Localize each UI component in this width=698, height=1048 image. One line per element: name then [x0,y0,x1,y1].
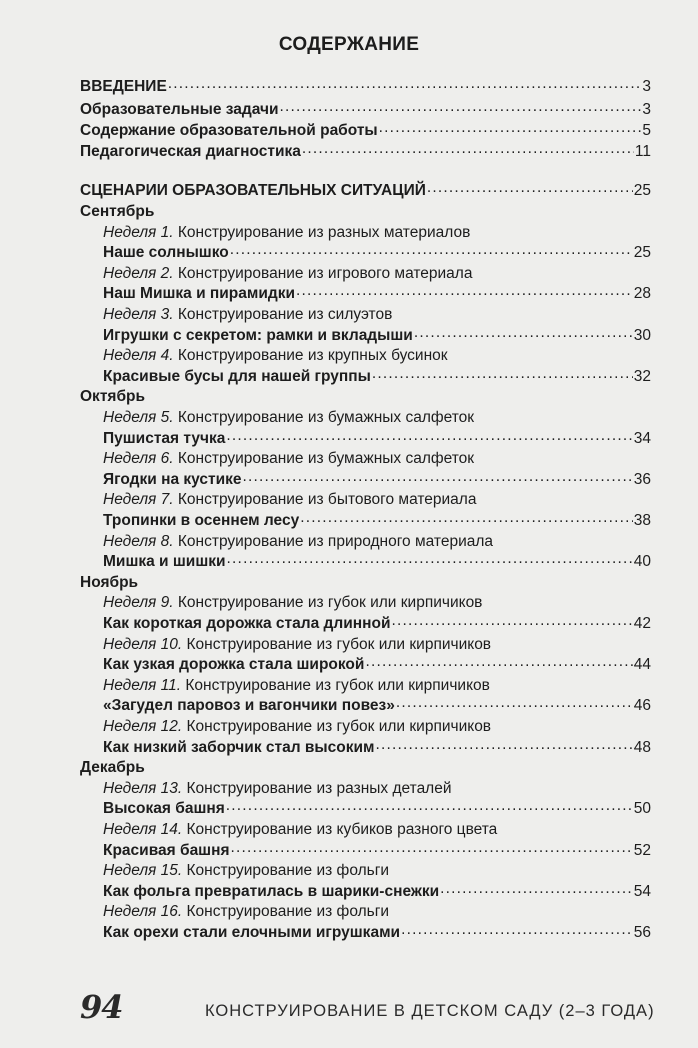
week-label: Неделя 13. [103,779,183,797]
week-subtitle [103,676,490,696]
week-label: Неделя 9. [103,594,174,612]
dot-leader [300,511,633,525]
week-subtitle [103,635,491,655]
week-subtitle [103,264,472,284]
week-label: Неделя 14. [103,821,183,838]
entry-page-number: 42 [633,615,651,632]
entry-page-number: 3 [642,101,651,118]
week-description: Конструирование из фольги [182,903,390,921]
toc-entry-week[interactable] [103,367,651,387]
week-label: Неделя 10. [103,635,183,653]
week-subtitle [103,346,448,366]
week-subtitle [103,779,452,799]
entry-page-number: 38 [633,512,651,529]
toc-entry-week[interactable] [103,243,651,263]
dot-leader [440,882,633,896]
dot-leader [226,799,633,813]
entry-page-number: 11 [634,143,651,160]
toc-entry-week[interactable] [103,511,651,531]
entry-page-number: 32 [633,367,651,385]
dot-leader [302,142,634,156]
entry-page-number: 56 [633,924,651,941]
dot-leader [391,614,632,628]
week-label: Неделя 8. [103,532,174,550]
month-heading: Ноябрь [80,573,139,591]
entry-title: «Загудел паровоз и вагончики повез» [103,697,395,715]
week-label: Неделя 4. [103,347,174,365]
entry-title: Высокая башня [103,800,225,818]
toc-entry-week[interactable] [103,552,651,572]
dot-leader [231,841,633,855]
week-label: Неделя 3. [103,306,174,323]
entry-title: Игрушки с секретом: рамки и вкладыши [103,326,413,344]
entry-title: Содержание образовательной работы [80,122,378,139]
week-subtitle [103,861,389,881]
toc-entry-week[interactable] [103,841,651,861]
toc-entry-week[interactable] [103,799,651,819]
week-label: Неделя 2. [103,264,174,282]
entry-title: Как низкий заборчик стал высоким [103,738,375,756]
entry-title: Красивые бусы для нашей группы [103,367,371,385]
week-subtitle [103,449,474,469]
dot-leader [230,243,633,257]
week-subtitle [103,532,493,552]
week-subtitle [103,223,470,243]
toc-entry-week[interactable] [103,882,651,902]
entry-title: Образовательные задачи [80,101,279,118]
toc-entry-week[interactable] [103,429,651,449]
dot-leader [427,181,633,195]
week-label: Неделя 7. [103,491,174,509]
toc-entry-week[interactable] [103,470,651,490]
week-subtitle [103,408,474,428]
entry-page-number: 25 [633,244,651,262]
week-label: Неделя 11. [103,676,182,694]
week-label: Неделя 16. [103,903,183,921]
week-description: Конструирование из разных деталей [182,779,452,797]
dot-leader [375,738,632,752]
month-heading: Декабрь [80,759,145,777]
entry-title: Ягодки на кустике [103,470,242,488]
running-footer-title: КОНСТРУИРОВАНИЕ В ДЕТСКОМ САДУ (2–3 ГОДА) [205,1002,655,1020]
month-heading: Сентябрь [80,203,155,220]
toc-entry-intro[interactable] [80,121,651,141]
dot-leader [372,367,633,381]
entry-title: ВВЕДЕНИЕ [80,78,167,95]
entry-title: Как узкая дорожка стала широкой [103,656,365,674]
entry-page-number: 3 [642,78,651,95]
week-description: Конструирование из разных материалов [173,223,471,241]
week-description: Конструирование из губок или кирпичиков [173,594,483,612]
entry-title: Как орехи стали елочными игрушками [103,924,401,941]
dot-leader [296,284,633,298]
entry-page-number: 34 [633,429,651,447]
week-description: Конструирование из губок или кирпичиков [181,676,490,694]
entry-title: Педагогическая диагностика [80,143,301,160]
toc-entry-intro[interactable] [80,77,651,97]
entry-page-number: 25 [633,182,651,199]
entry-title: Как фольга превратилась в шарики-снежки [103,882,440,900]
dot-leader [243,470,633,484]
entry-page-number: 52 [633,841,651,859]
week-description: Конструирование из крупных бусинок [173,347,448,365]
entry-page-number: 5 [642,122,651,139]
entry-page-number: 54 [633,882,651,900]
dot-leader [401,923,633,937]
week-subtitle [103,593,482,613]
toc-entry-week[interactable] [103,738,651,758]
entry-page-number: 48 [633,738,651,756]
week-subtitle [103,717,491,737]
entry-title: Как короткая дорожка стала длинной [103,615,391,632]
toc-entry-week[interactable] [103,326,651,346]
entry-title: Наш Мишка и пирамидки [103,285,296,303]
dot-leader [279,100,641,114]
week-label: Неделя 6. [103,450,174,468]
month-heading: Октябрь [80,388,146,406]
toc-entry-intro[interactable] [80,142,651,162]
week-description: Конструирование из бытового материала [173,491,477,509]
toc-entry-week[interactable] [103,655,651,675]
entry-title: Наше солнышко [103,244,229,262]
week-label: Неделя 5. [103,409,174,426]
entry-title: СЦЕНАРИИ ОБРАЗОВАТЕЛЬНЫХ СИТУАЦИЙ [80,182,426,199]
entry-title: Пушистая тучка [103,429,226,447]
entry-page-number: 40 [633,553,651,571]
entry-page-number: 50 [633,800,651,818]
week-description: Конструирование из силуэтов [173,306,393,323]
week-description: Конструирование из игрового материала [173,264,473,282]
week-subtitle [103,305,392,325]
toc-entry-intro[interactable] [80,100,651,120]
entry-page-number: 36 [633,470,651,488]
dot-leader [227,552,633,566]
page-title: СОДЕРЖАНИЕ [278,34,420,55]
week-description: Конструирование из фольги [182,862,390,880]
week-subtitle [103,820,497,840]
entry-page-number: 30 [633,326,651,344]
dot-leader [365,655,632,669]
entry-title: Красивая башня [103,841,230,859]
entry-page-number: 28 [633,285,651,303]
dot-leader [168,77,642,91]
toc-entry-week[interactable] [103,696,651,716]
week-description: Конструирование из бумажных салфеток [173,450,475,468]
dot-leader [226,429,632,443]
toc-entry-week[interactable] [103,284,651,304]
entry-title: Тропинки в осеннем лесу [103,512,300,529]
dot-leader [414,326,633,340]
week-subtitle [103,902,389,922]
week-description: Конструирование из природного материала [173,532,494,550]
entry-page-number: 46 [633,697,651,715]
week-description: Конструирование из губок или кирпичиков [182,635,492,653]
entry-page-number: 44 [633,656,651,674]
week-description: Конструирование из бумажных салфеток [173,409,475,426]
week-description: Конструирование из кубиков разного цвета [182,821,498,838]
dot-leader [396,696,633,710]
week-description: Конструирование из губок или кирпичиков [182,718,492,735]
week-label: Неделя 12. [103,718,183,735]
week-label: Неделя 15. [103,862,183,880]
toc-entry-scenarios[interactable] [80,181,651,201]
toc-entry-week[interactable] [103,614,651,634]
week-label: Неделя 1. [103,223,174,241]
week-subtitle [103,490,476,510]
page-number: 94 [80,988,123,1026]
toc-entry-week[interactable] [103,923,651,943]
dot-leader [379,121,642,135]
entry-title: Мишка и шишки [103,553,226,571]
